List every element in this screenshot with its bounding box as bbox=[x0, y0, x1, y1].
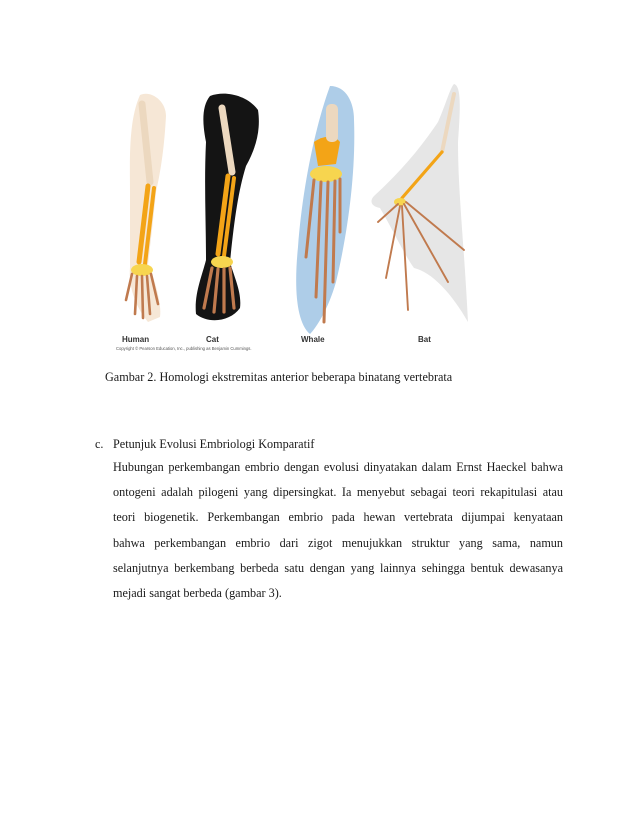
section-paragraph bbox=[113, 459, 563, 610]
paragraph-line: bahwa perkembangan embrio dari zigot menujukkan struktur yang sama, namun bbox=[113, 535, 563, 550]
copyright-notice: Copyright © Pearson Education, Inc., publishing as Benjamin Cummings. bbox=[116, 346, 252, 351]
paragraph-line: ontogeni adalah pilogeni yang dipersingkat. Ia menyebut sebagai teori rekapitulasi atau bbox=[113, 485, 563, 500]
label-whale: Whale bbox=[301, 335, 325, 344]
forelimb-homology-figure bbox=[108, 82, 488, 357]
section-title: Petunjuk Evolusi Embriologi Komparatif bbox=[113, 437, 315, 451]
human-arm-illustration bbox=[126, 94, 166, 322]
bat-wing-illustration bbox=[372, 84, 468, 322]
cat-leg-illustration bbox=[196, 94, 259, 321]
label-human: Human bbox=[122, 335, 150, 344]
paragraph-line: selanjutnya berkembang berbeda satu dengan yang lainnya sehingga bentuk dewasanya bbox=[113, 560, 563, 575]
paragraph-line: Hubungan perkembangan embrio dengan evolusi dinyatakan dalam Ernst Haeckel bahwa bbox=[113, 460, 563, 474]
whale-flipper-illustration bbox=[296, 86, 354, 334]
figure-caption: Gambar 2. Homologi ekstremitas anterior beberapa binatang vertebrata bbox=[105, 370, 453, 384]
paragraph-line: teori biogenetik. Perkembangan embrio pada hewan vertebrata dijumpai kenyataan bbox=[113, 510, 563, 525]
label-cat: Cat bbox=[206, 335, 219, 344]
section-letter: c. bbox=[95, 437, 104, 451]
section-heading bbox=[95, 437, 314, 452]
label-bat: Bat bbox=[418, 335, 431, 344]
paragraph-line: mejadi sangat berbeda (gambar 3). bbox=[113, 585, 282, 600]
